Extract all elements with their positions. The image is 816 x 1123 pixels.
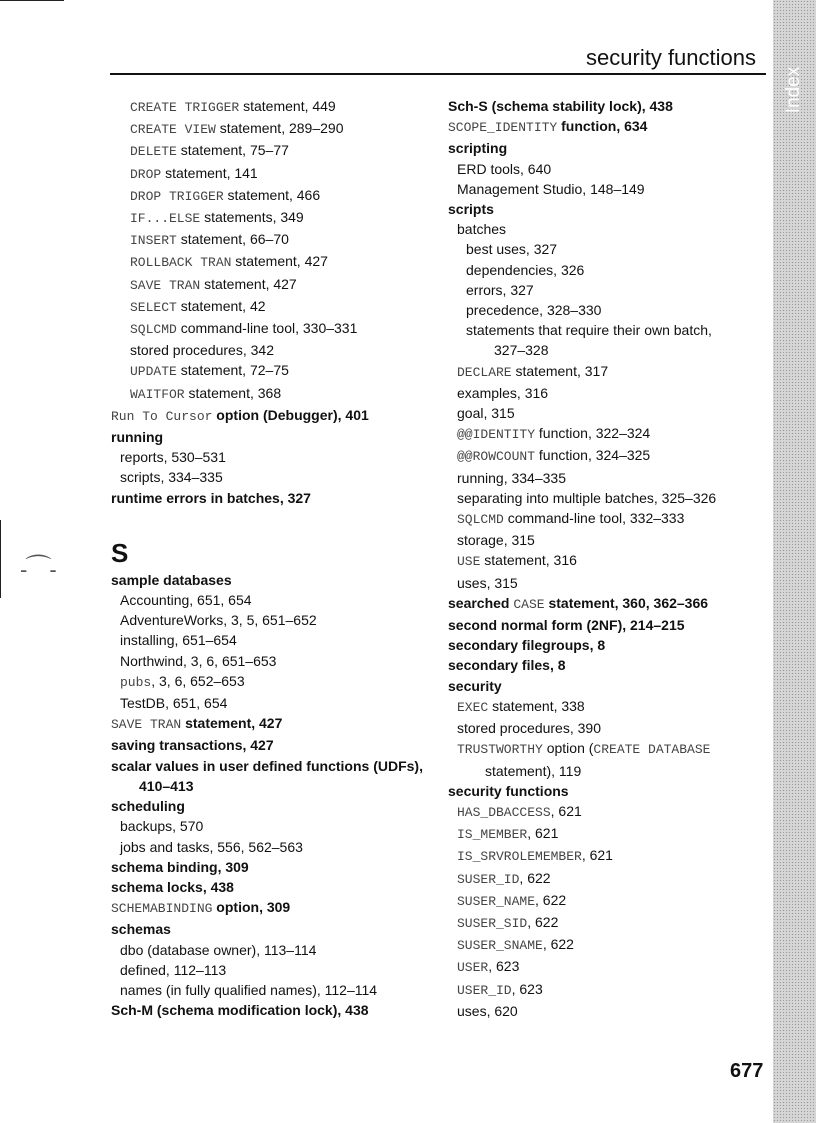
- index-subsubentry-continuation: 327–328: [494, 342, 549, 359]
- index-entry: searched CASE statement, 360, 362–366: [448, 594, 709, 612]
- registration-line: [0, 520, 1, 598]
- index-entry: sample databases: [111, 571, 232, 588]
- index-subentry: ROLLBACK TRAN statement, 427: [130, 253, 328, 271]
- index-subentry: SAVE TRAN statement, 427: [130, 275, 297, 293]
- index-subentry: CREATE VIEW statement, 289–290: [130, 120, 344, 138]
- crop-mark: [0, 0, 64, 1]
- index-subentry: separating into multiple batches, 325–326: [457, 489, 717, 506]
- index-subentry: HAS_DBACCESS, 621: [457, 802, 582, 820]
- index-subentry: USER, 623: [457, 958, 520, 976]
- index-subentry: Accounting, 651, 654: [120, 592, 252, 609]
- index-subentry: batches: [457, 221, 507, 238]
- index-subentry: SUSER_SNAME, 622: [457, 936, 574, 954]
- index-subsubentry: statements that require their own batch,: [466, 322, 712, 339]
- index-subentry: pubs, 3, 6, 652–653: [120, 672, 245, 690]
- index-entry: schemas: [111, 921, 171, 938]
- index-subentry: SUSER_NAME, 622: [457, 891, 567, 909]
- index-subentry: storage, 315: [457, 532, 535, 549]
- index-entry: SCOPE_IDENTITY function, 634: [448, 118, 648, 136]
- index-entry-continuation: 410–413: [139, 777, 194, 794]
- index-entry: secondary filegroups, 8: [448, 637, 606, 654]
- index-entry: scripts: [448, 201, 494, 218]
- index-subentry: IS_MEMBER, 621: [457, 825, 559, 843]
- index-subentry: INSERT statement, 66–70: [130, 231, 289, 249]
- index-tab-label: Index: [783, 66, 804, 114]
- index-subentry: IF...ELSE statements, 349: [130, 209, 304, 227]
- index-subentry: CREATE TRIGGER statement, 449: [130, 98, 336, 115]
- index-subsubentry: precedence, 328–330: [466, 302, 602, 319]
- index-subentry: uses, 315: [457, 574, 518, 591]
- index-subentry: stored procedures, 390: [457, 720, 601, 737]
- index-subentry: DROP statement, 141: [130, 164, 258, 182]
- index-entry: Run To Cursor option (Debugger), 401: [111, 406, 369, 424]
- index-subentry: DROP TRIGGER statement, 466: [130, 186, 321, 204]
- index-entry: schema binding, 309: [111, 858, 249, 875]
- header-rule: [110, 73, 766, 75]
- index-entry: saving transactions, 427: [111, 737, 274, 754]
- index-subentry: AdventureWorks, 3, 5, 651–652: [120, 612, 317, 629]
- index-column-right: [448, 96, 758, 1021]
- index-subentry: defined, 112–113: [120, 961, 227, 978]
- index-subentry: SUSER_SID, 622: [457, 913, 559, 931]
- running-head: security functions: [586, 45, 756, 70]
- index-subentry: ERD tools, 640: [457, 160, 552, 177]
- index-entry: second normal form (2NF), 214–215: [448, 617, 685, 634]
- index-tab: [773, 0, 816, 1123]
- page-number: 677: [730, 1060, 764, 1082]
- index-subentry: backups, 570: [120, 818, 204, 835]
- index-subentry-continuation: statement), 119: [485, 762, 582, 779]
- index-subentry: DECLARE statement, 317: [457, 362, 609, 380]
- index-subentry: Northwind, 3, 6, 651–653: [120, 652, 277, 669]
- index-entry: security: [448, 677, 502, 694]
- index-subentry: running, 334–335: [457, 469, 566, 486]
- index-entry: runtime errors in batches, 327: [111, 489, 311, 506]
- index-subentry: dbo (database owner), 113–114: [120, 941, 317, 958]
- index-subentry: jobs and tasks, 556, 562–563: [120, 838, 303, 855]
- index-subentry: DELETE statement, 75–77: [130, 142, 289, 160]
- index-subentry: uses, 620: [457, 1002, 518, 1019]
- index-subentry: installing, 651–654: [120, 632, 237, 649]
- index-subentry: SUSER_ID, 622: [457, 869, 551, 887]
- index-subentry: examples, 316: [457, 384, 549, 401]
- index-subentry: USER_ID, 623: [457, 980, 543, 998]
- index-entry: scheduling: [111, 798, 185, 815]
- index-entry: running: [111, 429, 164, 446]
- index-subentry: stored procedures, 342: [130, 342, 274, 359]
- index-entry: SAVE TRAN statement, 427: [111, 715, 283, 733]
- index-entry: Sch-S (schema stability lock), 438: [448, 98, 673, 114]
- index-subentry: IS_SRVROLEMEMBER, 621: [457, 847, 613, 865]
- index-entry: SCHEMABINDING option, 309: [111, 899, 291, 917]
- index-subsubentry: best uses, 327: [466, 241, 558, 258]
- index-subsubentry: dependencies, 326: [466, 261, 585, 278]
- index-subentry: scripts, 334–335: [120, 469, 223, 486]
- index-entry: security functions: [448, 782, 569, 799]
- index-entry: scalar values in user defined functions (UDFs),: [111, 757, 423, 774]
- index-subentry: WAITFOR statement, 368: [130, 384, 282, 402]
- index-subentry: TestDB, 651, 654: [120, 695, 228, 712]
- index-subsubentry: errors, 327: [466, 281, 534, 298]
- index-entry: secondary files, 8: [448, 657, 566, 674]
- index-subentry: SQLCMD command-line tool, 332–333: [457, 510, 685, 528]
- index-subentry: goal, 315: [457, 405, 515, 422]
- index-subentry: Management Studio, 148–149: [457, 180, 645, 197]
- index-subentry: TRUSTWORTHY option (CREATE DATABASE: [457, 740, 711, 758]
- index-column-left: [111, 96, 441, 1020]
- index-subentry: USE statement, 316: [457, 552, 577, 570]
- index-subentry: SQLCMD command-line tool, 330–331: [130, 320, 358, 338]
- section-letter: S: [111, 537, 129, 568]
- index-entry: Sch-M (schema modification lock), 438: [111, 1002, 369, 1019]
- index-subentry: names (in fully qualified names), 112–114: [120, 981, 378, 998]
- index-subentry: @@ROWCOUNT function, 324–325: [457, 447, 651, 465]
- registration-mark: -⌒-: [20, 553, 55, 583]
- index-subentry: reports, 530–531: [120, 449, 226, 466]
- index-subentry: EXEC statement, 338: [457, 697, 585, 715]
- index-subentry: SELECT statement, 42: [130, 297, 266, 315]
- index-entry: schema locks, 438: [111, 878, 234, 895]
- index-subentry: @@IDENTITY function, 322–324: [457, 425, 651, 443]
- index-subentry: UPDATE statement, 72–75: [130, 362, 289, 380]
- index-entry: scripting: [448, 140, 508, 157]
